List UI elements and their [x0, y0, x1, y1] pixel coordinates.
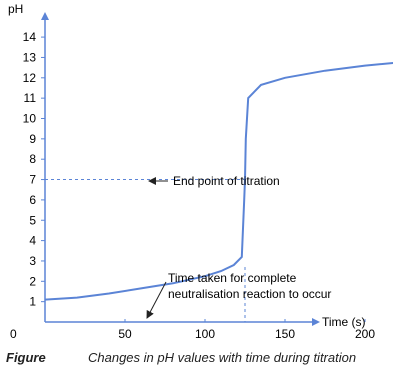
y-tick-label: 7 [29, 172, 36, 187]
caption-label: Figure [6, 350, 46, 365]
y-tick-label: 11 [23, 91, 36, 106]
x-tick-label: 150 [274, 327, 296, 341]
neutralisation-time-label-line1: Time taken for complete [168, 271, 297, 285]
y-tick-label: 13 [22, 50, 36, 65]
y-tick-label: 2 [29, 274, 36, 289]
figure-caption [4, 350, 393, 370]
y-tick-label: 8 [29, 152, 36, 167]
y-tick-label: 12 [22, 70, 36, 85]
y-axis-label: pH [8, 2, 24, 16]
x-axis-label: Time (s) [322, 315, 366, 329]
caption-text: Changes in pH values with time during titration [88, 350, 357, 365]
end-point-label: End point of titration [173, 174, 280, 188]
y-tick-label: 9 [29, 131, 36, 146]
neutralisation-time-label-line2: neutralisation reaction to occur [168, 287, 332, 301]
y-tick-label: 14 [22, 30, 36, 45]
y-tick-label: 4 [29, 233, 36, 248]
y-tick-label: 5 [29, 213, 36, 228]
x-tick-label: 0 [10, 327, 17, 341]
x-tick-label: 100 [194, 327, 216, 341]
x-tick-label: 200 [354, 327, 376, 341]
y-ticks [23, 30, 45, 309]
x-tick-label: 50 [118, 327, 132, 341]
y-tick-label: 10 [22, 111, 36, 126]
y-tick-label: 3 [29, 253, 36, 268]
y-tick-label: 6 [29, 192, 36, 207]
y-tick-label: 1 [29, 294, 36, 309]
